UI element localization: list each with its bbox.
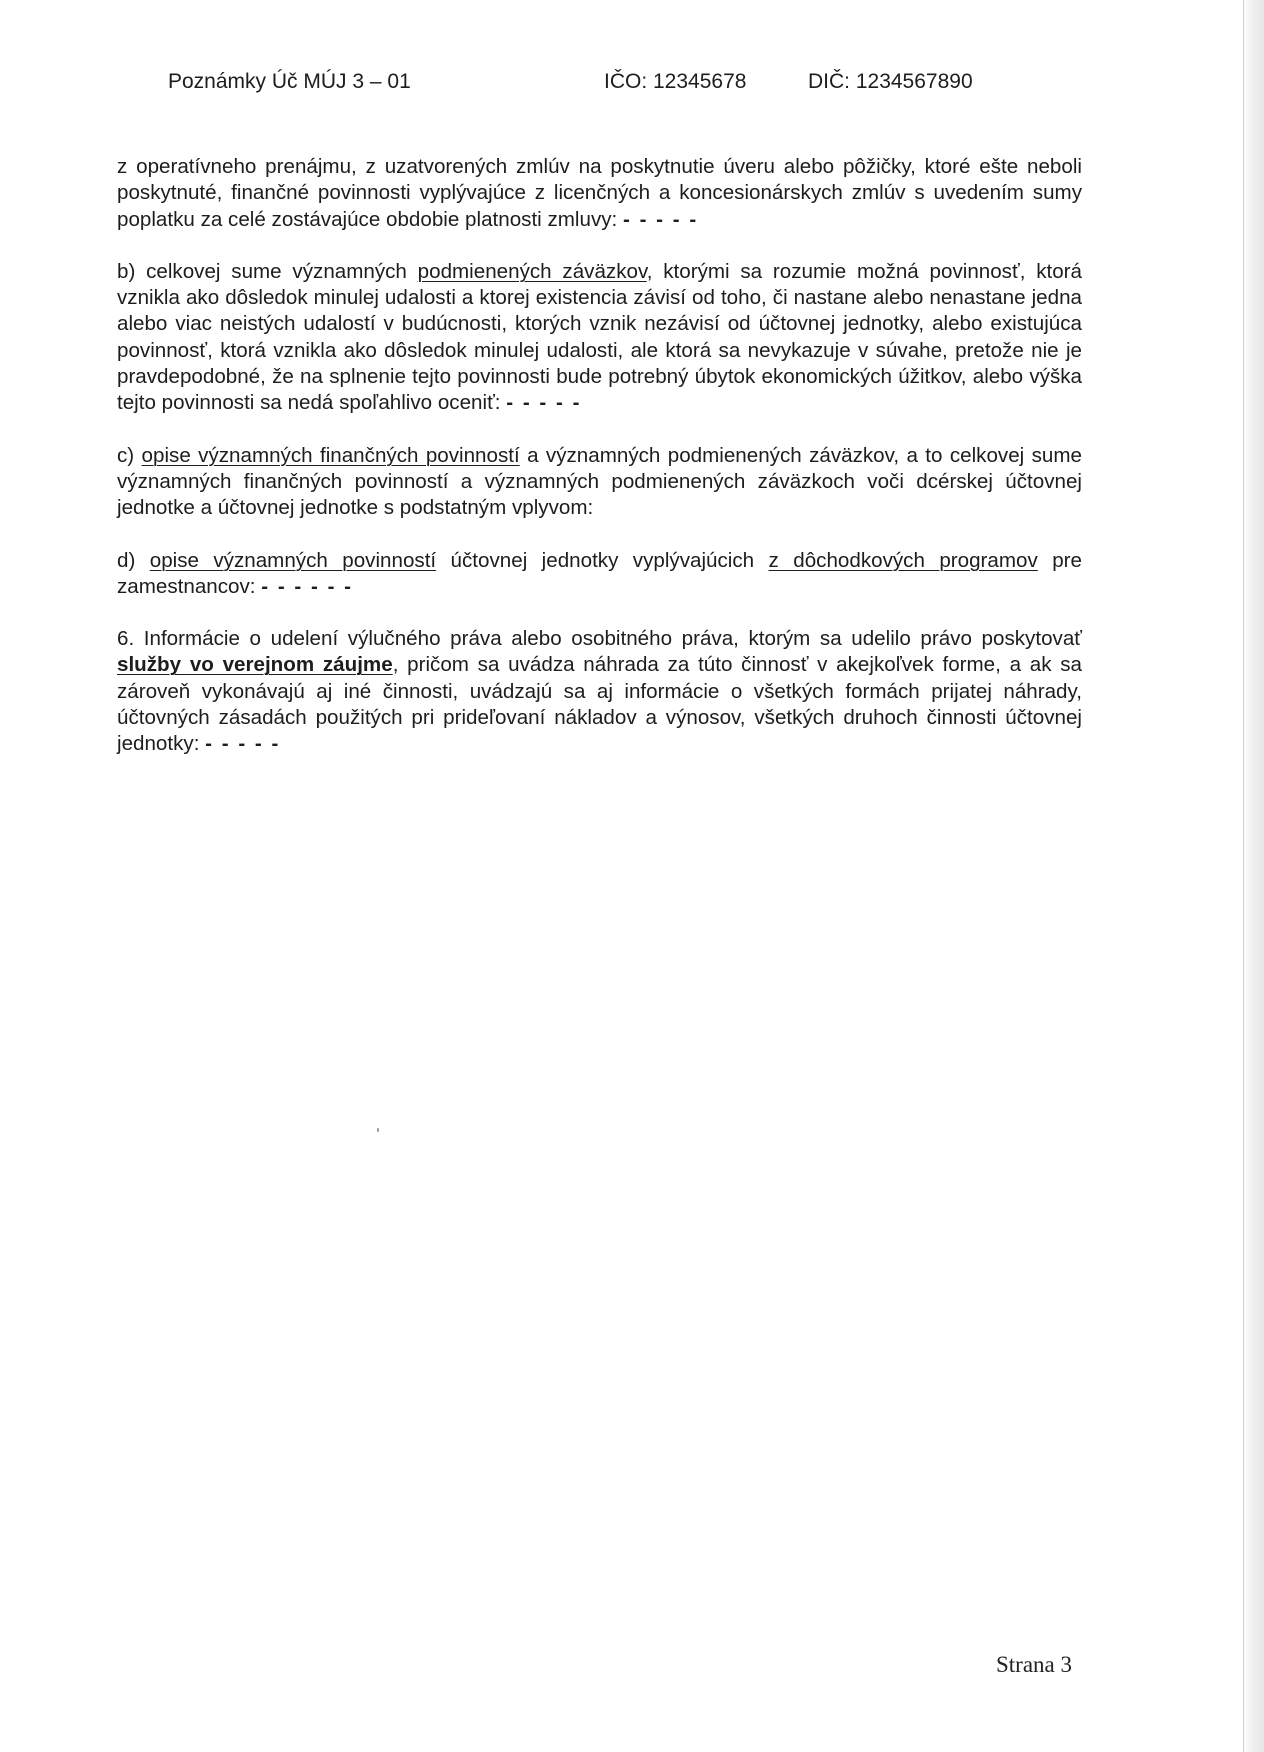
- paragraph-public-interest-services: [117, 626, 1082, 757]
- scan-speck: [377, 1128, 379, 1132]
- dash-placeholder: - - - - -: [205, 732, 281, 756]
- paragraph-middle: účtovnej jednotky vyplývajúcich: [436, 548, 769, 572]
- paragraph-prefix: c): [117, 443, 142, 467]
- paragraph-prefix: d): [117, 548, 150, 572]
- dash-placeholder: - - - - - -: [261, 574, 354, 598]
- bold-underlined-term: služby vo verejnom záujme: [117, 653, 393, 677]
- underlined-term: opise významných povinností: [149, 548, 437, 572]
- paragraph-prefix: b) celkovej sume významných: [117, 259, 418, 283]
- header-title: Poznámky Úč MÚJ 3 – 01: [168, 70, 411, 93]
- paragraph-operating-lease: [117, 154, 1082, 233]
- header-dic: DIČ: 1234567890: [808, 70, 973, 93]
- scan-edge-line: [1243, 0, 1244, 1752]
- paragraph-financial-obligations: [117, 443, 1082, 522]
- page-header: [0, 70, 1264, 98]
- paragraph-text: , pričom sa uvádza náhrada za túto činnosť v akejkoľvek forme, a ak sa zároveň vykonávajú aj iné činnosti, uvádzajú sa aj informácie o všetkých formách prijatej náhrady, účtovných zásadách použitých pri prideľovaní nákladov a výnosov, všetkých druhoch činnosti účtovnej jednotky:: [117, 653, 1083, 756]
- dash-placeholder: - - - - -: [623, 207, 699, 231]
- paragraph-prefix: 6. Informácie o udelení výlučného práva alebo osobitného práva, ktorým sa udelilo právo poskytovať: [117, 627, 1082, 651]
- paragraph-contingent-liabilities: [117, 259, 1082, 417]
- document-body: [117, 154, 1082, 784]
- paragraph-pension-programs: [117, 548, 1082, 601]
- underlined-term: opise významných finančných povinností: [141, 443, 520, 467]
- paragraph-suffix: pre zamestnancov:: [117, 548, 1082, 598]
- page-number: Strana 3: [996, 1652, 1073, 1677]
- scan-edge-shadow: [1242, 0, 1264, 1752]
- underlined-term: podmienených záväzkov: [417, 259, 647, 283]
- header-ico: IČO: 12345678: [604, 70, 747, 93]
- paragraph-text: , ktorými sa rozumie možná povinnosť, ktorá vznikla ako dôsledok minulej udalosti a ktorej existencia závisí od toho, či nastane alebo nenastane jedna alebo viac neistých udalostí v budúcnosti, ktorých vznik nezávisí od účtovnej jednotky, alebo existujúca povinnosť, ktorá vznikla ako dôsledok minulej udalosti, ale ktorá sa nevykazuje v súvahe, pretože nie je pravdepodobné, že na splnenie tejto povinnosti bude potrebný úbytok ekonomických úžitkov, alebo výška tejto povinnosti sa nedá spoľahlivo oceniť:: [117, 259, 1082, 415]
- paragraph-text: a významných podmienených záväzkov, a to celkovej sume významných finančných povinností a významných podmienených záväzkoch voči dcérskej účtovnej jednotke a účtovnej jednotke s podstatným vplyvom:: [117, 443, 1082, 520]
- paragraph-text: z operatívneho prenájmu, z uzatvorených zmlúv na poskytnutie úveru alebo pôžičky, ktoré ešte neboli poskytnuté, finančné povinnosti vyplývajúce z licenčných a koncesionárskych zmlúv s uvedením sumy poplatku za celé zostávajúce obdobie platnosti zmluvy:: [117, 155, 1082, 231]
- underlined-term: z dôchodkových programov: [768, 548, 1038, 572]
- dash-placeholder: - - - - -: [506, 391, 582, 415]
